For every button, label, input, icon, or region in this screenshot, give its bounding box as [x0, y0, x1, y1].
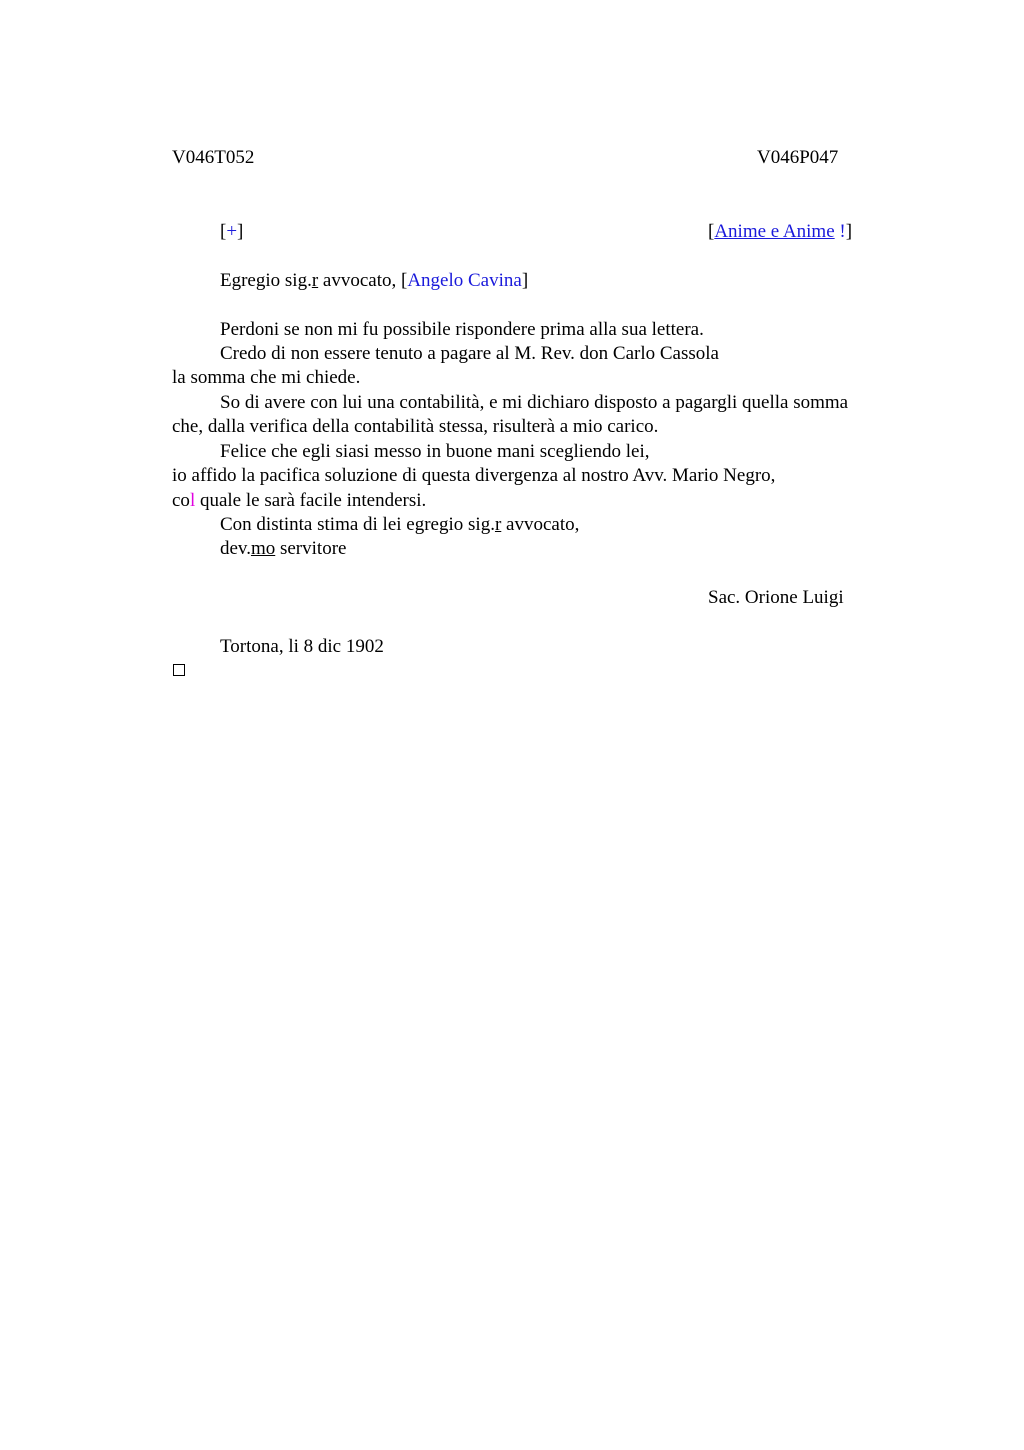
body-line-4: So di avere con lui una contabilità, e mi dichiaro disposto a pagargli quella somma	[220, 392, 849, 413]
body-line-8: col quale le sarà facile intendersi.	[172, 490, 427, 511]
body-line-10: dev.mo servitore	[220, 538, 347, 559]
signature: Sac. Orione Luigi	[708, 587, 844, 608]
empty-checkbox-icon	[173, 664, 185, 676]
document-code-left: V046T052	[172, 147, 255, 168]
abbreviation-mo: mo	[250, 538, 276, 559]
body-line-5: che, dalla verifica della contabilità stessa, risulterà a mio carico.	[172, 416, 659, 437]
body-line-2: Credo di non essere tenuto a pagare al M. Rev. don Carlo Cassola	[220, 343, 719, 364]
page-code-right: V046P047	[757, 147, 839, 168]
body-line-1: Perdoni se non mi fu possibile rispondere prima alla sua lettera.	[220, 319, 704, 340]
body-line-6: Felice che egli siasi messo in buone mani scegliendo lei,	[220, 441, 650, 462]
body-line-9: Con distinta stima di lei egregio sig.r avvocato,	[220, 514, 580, 535]
highlighted-letter: l	[189, 490, 196, 511]
title-exclaim: !	[839, 221, 846, 242]
plus-link-wrapper: [+]	[220, 221, 244, 242]
anime-e-anime-link[interactable]: Anime e Anime	[714, 221, 835, 242]
recipient-name-link[interactable]: Angelo Cavina	[407, 270, 522, 291]
abbreviation-r-2: r	[494, 514, 502, 535]
body-line-7: io affido la pacifica soluzione di questa divergenza al nostro Avv. Mario Negro,	[172, 465, 776, 486]
plus-link[interactable]: +	[226, 221, 238, 242]
date-line: Tortona, li 8 dic 1902	[220, 636, 384, 657]
title-link-wrapper: [Anime e Anime !]	[708, 221, 853, 242]
body-line-3: la somma che mi chiede.	[172, 367, 361, 388]
salutation: Egregio sig.r avvocato, [Angelo Cavina]	[220, 270, 529, 291]
abbreviation-r: r	[311, 270, 319, 291]
